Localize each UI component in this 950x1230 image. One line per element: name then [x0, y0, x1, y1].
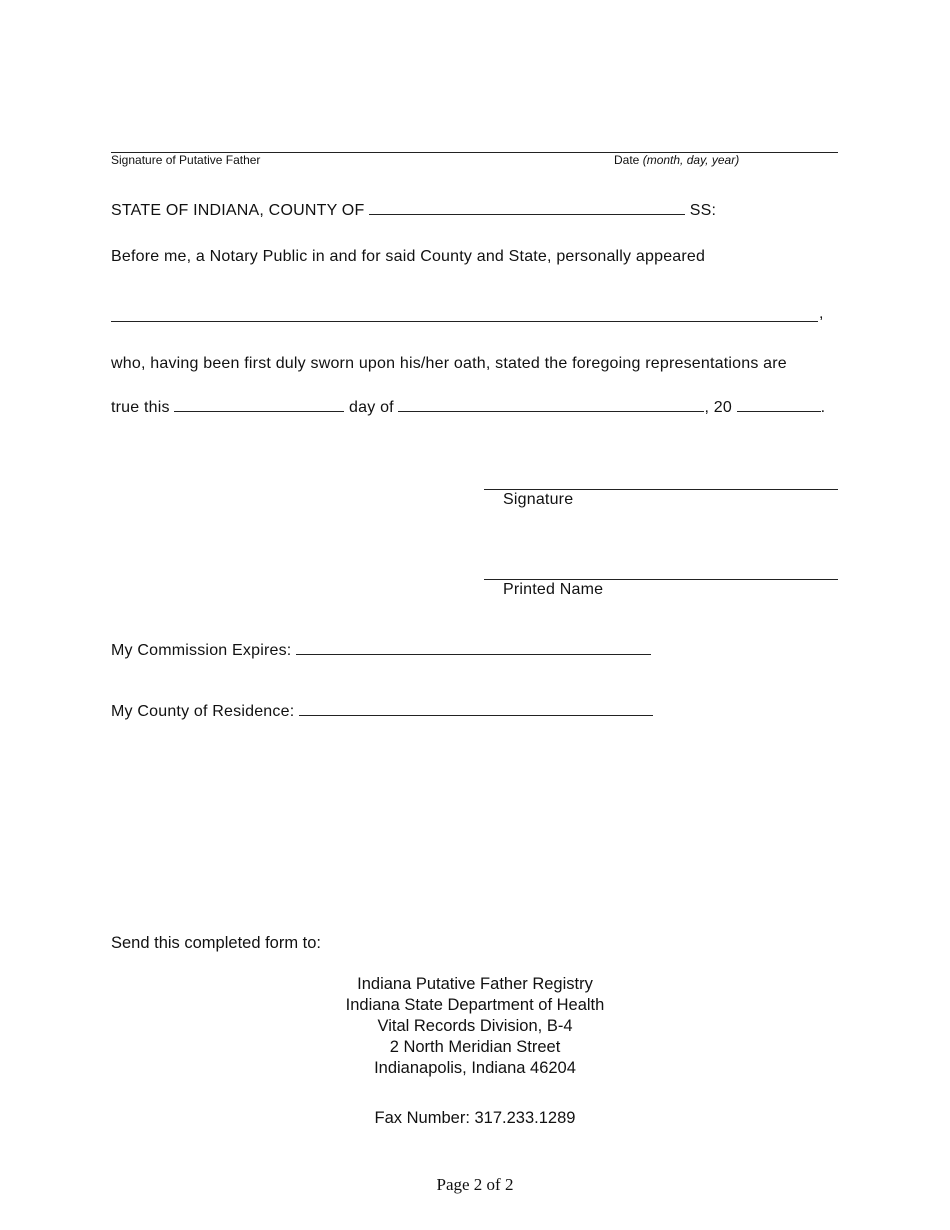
appeared-name-comma: , [819, 305, 824, 322]
day-blank[interactable] [174, 397, 344, 412]
address-line: Indiana Putative Father Registry [357, 975, 593, 993]
sworn-text: who, having been first duly sworn upon his/her oath, stated the foregoing representations are [111, 355, 787, 372]
address-line: Indianapolis, Indiana 46204 [374, 1059, 576, 1077]
date-format-hint: (month, day, year) [642, 153, 740, 167]
send-to-label: Send this completed form to: [111, 934, 322, 952]
appeared-text: Before me, a Notary Public in and for said County and State, personally appeared [111, 248, 706, 265]
county-of-residence-line [111, 701, 653, 721]
commission-expires-blank[interactable] [296, 640, 651, 655]
commission-expires-label: My Commission Expires: [111, 642, 292, 659]
address-line: 2 North Meridian Street [389, 1038, 561, 1056]
notary-signature-label: Signature [503, 491, 574, 508]
fax-number: Fax Number: 317.233.1289 [374, 1109, 576, 1127]
true-this-line [111, 397, 825, 417]
month-blank[interactable] [398, 397, 704, 412]
year-prefix-label: , 20 [704, 399, 732, 416]
commission-expires-line [111, 640, 651, 660]
date-label-group [614, 153, 739, 167]
printed-name-label: Printed Name [503, 581, 604, 598]
county-of-residence-blank[interactable] [299, 701, 653, 716]
address-line: Indiana State Department of Health [345, 996, 605, 1014]
appeared-name-blank[interactable] [111, 321, 818, 322]
notary-signature-line[interactable] [484, 489, 838, 490]
county-of-residence-label: My County of Residence: [111, 703, 295, 720]
page-number: Page 2 of 2 [436, 1175, 514, 1194]
mailing-address [0, 974, 950, 1079]
printed-name-line[interactable] [484, 579, 838, 580]
state-county-label: STATE OF INDIANA, COUNTY OF [111, 202, 365, 219]
true-this-label: true this [111, 399, 170, 416]
day-of-label: day of [349, 399, 394, 416]
date-label: Date [614, 153, 640, 167]
state-county-line [111, 200, 716, 220]
period: . [820, 399, 826, 416]
county-blank[interactable] [369, 200, 685, 215]
signature-of-putative-father-label: Signature of Putative Father [111, 153, 261, 167]
address-line: Vital Records Division, B-4 [377, 1017, 573, 1035]
ss-label: SS: [689, 202, 717, 219]
year-blank[interactable] [737, 397, 821, 412]
